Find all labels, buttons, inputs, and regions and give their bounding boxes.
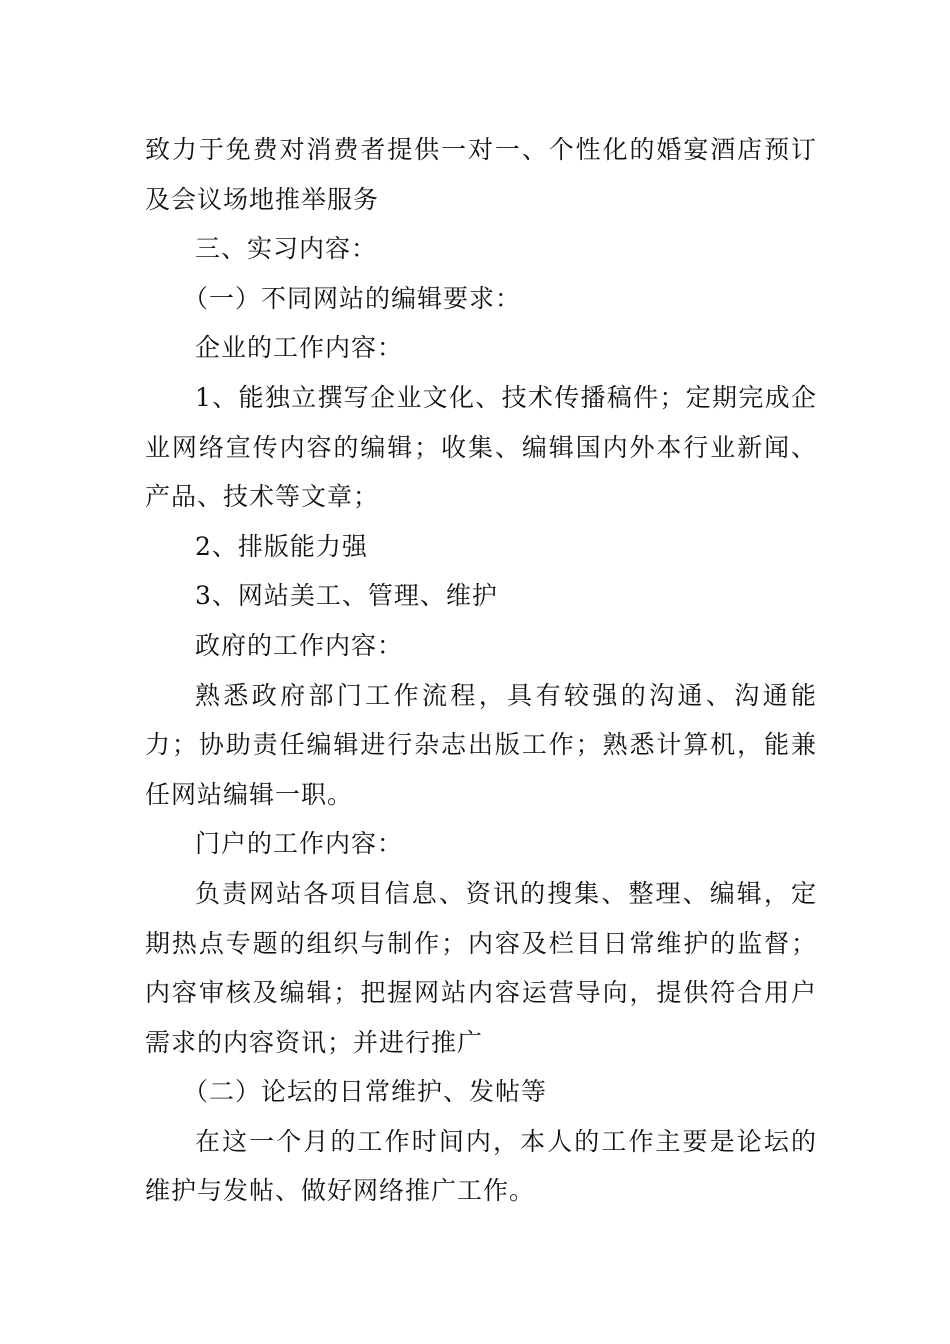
document-body: [145, 125, 817, 1216]
heading-portal-work: 门户的工作内容：: [195, 829, 404, 859]
paragraph-portal-work: 负责网站各项目信息、资讯的搜集、整理、编辑，定期热点专题的组织与制作；内容及栏目日常维护的监督；内容审核及编辑；把握网站内容运营导向，提供符合用户需求的内容资讯；并进行推广: [145, 878, 817, 1057]
list-item-enterprise-3: 3、网站美工、管理、维护: [195, 581, 498, 611]
paragraph-forum-work: 在这一个月的工作时间内，本人的工作主要是论坛的维护与发帖、做好网络推广工作。: [145, 1126, 817, 1206]
heading-enterprise-work: 企业的工作内容：: [195, 333, 404, 363]
subsection-heading-forum-maintenance: （二）论坛的日常维护、发帖等: [183, 1077, 548, 1107]
paragraph-service-description: 致力于免费对消费者提供一对一、个性化的婚宴酒店预订及会议场地推举服务: [145, 135, 817, 214]
section-heading-internship-content: 三、实习内容：: [195, 234, 378, 264]
list-item-enterprise-2: 2、排版能力强: [195, 531, 368, 561]
paragraph-government-work: 熟悉政府部门工作流程，具有较强的沟通、沟通能力；协助责任编辑进行杂志出版工作；熟悉计算机，能兼任网站编辑一职。: [145, 680, 817, 809]
heading-government-work: 政府的工作内容：: [195, 630, 404, 660]
list-item-enterprise-1: 1、能独立撰写企业文化、技术传播稿件；定期完成企业网络宣传内容的编辑；收集、编辑国内外本行业新闻、产品、技术等文章；: [145, 382, 817, 512]
subsection-heading-editing-requirements: （一）不同网站的编辑要求：: [183, 283, 522, 313]
